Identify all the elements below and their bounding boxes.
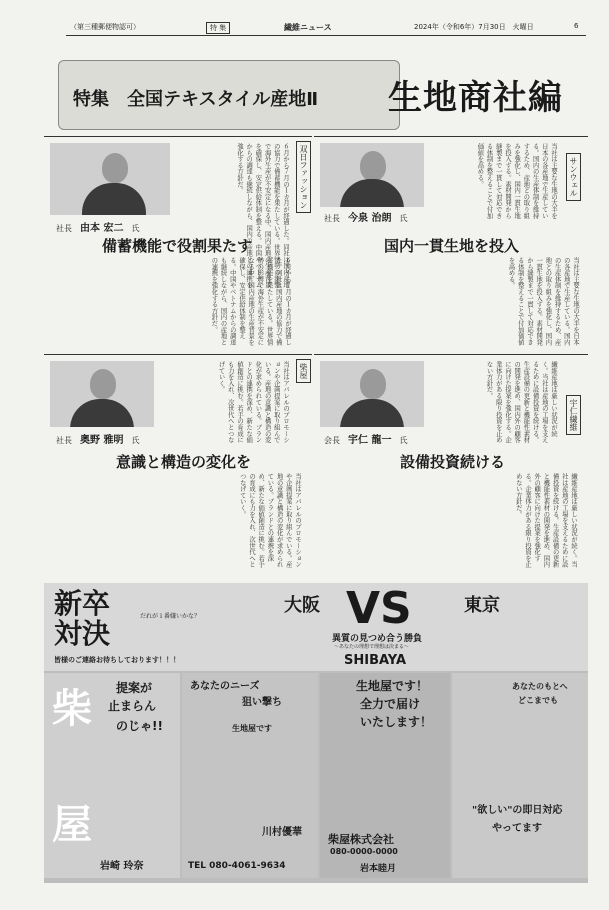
page-number: 6 [574,22,579,30]
panel1-big-char2: 屋 [52,802,92,848]
article-body: ６月から７月の１カ月が経過した。同社は国内産地の協力で備蓄機能を果たしている。世界情勢の影響で海外生産が不安定になる中、国内産地の生産背景を確保し、安定供給体制を整える。中国やベトナムからの調達も継続しながら、国内の産地との連携を強化する方針だ。 [235,143,289,288]
paper-name: 繊維ニュース [284,23,332,32]
banner-scroll [58,60,400,130]
panel3-tel: 080-0000-0000 [330,847,398,856]
company-tag: 双日ファッション [296,141,311,213]
ad-panel-4 [452,673,588,878]
feature-title: 特集 全国テキスタイル産地Ⅱ [73,89,319,110]
portrait-photo [320,143,424,207]
ad-vs: VS [346,583,412,634]
panel4-line2: どこまでも [518,696,558,705]
panel3-company: 柴屋株式会社 [328,833,394,846]
article-body-lower: 繊維産地は厳しい状況が続く。当社は産地の工場を支えるために設備投資を続ける。生産設備の更新と機能性素材の開発を進め、国内外の顧客に向けた提案を強化する。企業体力がある限り投資を止めない方針だ。 [514,473,577,568]
panel1-name: 岩崎 玲奈 [100,861,144,872]
company-tag: サンウェル [566,153,581,201]
panel1-line2: 止まらん [108,699,157,713]
panel4-line1: あなたのもとへ [512,682,568,691]
article-sunwell [314,136,588,353]
article-headline: 意識と構造の変化を [116,453,252,471]
article-body-lower: 当社は主要な生地の大半を日本の各産地で生産している。国内の生産体制を維持するため、産地との取り組みを強化し、国内一貫生地を投入する。素材開発から縫製まで一貫して対応できる体制を整えることで付加価値を高める。 [507,257,579,346]
special-label: 特 集 [206,22,230,34]
ad-panel-1 [44,673,180,878]
article-headline: 備蓄機能で役割果たす [102,237,253,255]
ad-panel-2 [182,673,318,878]
panel2-tel: TEL 080-4061-9634 [188,861,286,871]
portrait-photo [50,143,170,215]
portrait-photo [320,361,424,427]
panel3-name: 岩本睦月 [360,864,397,874]
section-title: 生地商社編 [388,78,563,118]
ad-city-left: 大阪 [284,595,320,616]
shibaya-advertisement [44,583,588,883]
panel4-line3: "欲しい"の即日対応 [472,805,563,816]
portrait-caption: 会長 宇仁 龍一 氏 [324,435,408,446]
article-body: 当社はアパレルのプロモーションや企画提案に取り組んでいる。産地の意識と構造の変化が求められている。ブランドとの連携を深め、新たな価値創造に挑む。若手の育成にも力を入れ、次世代へとつなげていく。 [217,361,289,443]
panel4-line4: やってます [492,823,542,834]
ad-sub-left: だれが１番嫌いかな？ [140,613,201,620]
article-body-lower: 当社はアパレルのプロモーションや企画提案に取り組んでいる。産地の意識と構造の変化が求められている。ブランドとの連携を深め、新たな価値創造に挑む。若手の育成にも力を入れ、次世代へとつなげていく。 [238,473,301,568]
article-body: 当社は主要な生地の大半を日本の各産地で生産している。国内の生産体制を維持するため、産地との取り組みを強化し、国内一貫生地を投入する。素材開発から縫製まで一貫して対応できる体制を整えることで付加価値を高める。 [476,143,557,219]
panel1-line1: 提案が [116,681,153,695]
panel2-line2: 狙い撃ち [242,697,282,708]
ad-city-right: 東京 [464,595,500,616]
company-tag: 宇仁繊維 [566,395,581,435]
feature-banner [58,58,588,128]
article-uni-textile [314,354,588,579]
panel2-line1: あなたのニーズ [190,681,260,692]
ad-tagline-sub: 〜あなたの理想で理想は決まる〜 [334,644,410,650]
ad-brand: SHIBAYA [344,653,407,668]
portrait-caption: 社長 今泉 治朗 氏 [324,213,408,224]
panel1-big-char: 柴 [52,686,92,732]
ad-notice: 皆様のご連絡お待ちしております！！！ [54,656,180,664]
panel3-line2: 全力で届け [360,697,421,711]
panel2-line3: 生地屋です [232,724,272,733]
issue-date: 2024年（令和6年）7月30日 火曜日 [414,23,534,31]
panel3-line1: 生地屋です！ [356,679,429,693]
portrait-caption: 社長 由本 宏二 氏 [56,223,140,234]
article-headline: 国内一貫生地を投入 [384,237,520,255]
article-body: 繊維産地は厳しい状況が続く。当社は産地の工場を支えるために設備投資を続ける。生産設備の更新と機能性素材の開発を進め、国内外の顧客に向けた提案を強化する。企業体力がある限り投資を止めない方針だ。 [485,361,557,443]
header-rule [66,35,586,36]
page-header [66,20,586,36]
panel1-line3: のじゃ!! [116,719,163,733]
ad-tagline: 異質の見つめ合う勝負 [332,634,423,644]
article-sojitz [44,136,312,353]
ad-headline: 新卒対決 [54,587,111,650]
ad-top-band [44,583,588,671]
section-note: （第三種郵便物認可） [70,23,140,31]
article-shibaya [44,354,312,579]
ad-panel-3 [320,673,450,878]
portrait-photo [50,361,154,427]
company-tag: 柴屋 [296,359,311,383]
article-body-lower: ６月から７月の１カ月が経過した。同社は国内産地の協力で備蓄機能を果たしている。世界情勢の影響で海外生産が不安定になる中、国内産地の生産背景を確保し、安定供給体制を整える。中国やベトナムからの調達も継続しながら、国内の産地との連携を強化する方針だ。 [210,257,291,346]
panel2-name: 川村優華 [262,827,302,838]
article-headline: 設備投資続ける [400,453,506,471]
portrait-caption: 社長 奥野 雅明 氏 [56,435,140,446]
panel3-line3: いたします！ [360,715,433,729]
